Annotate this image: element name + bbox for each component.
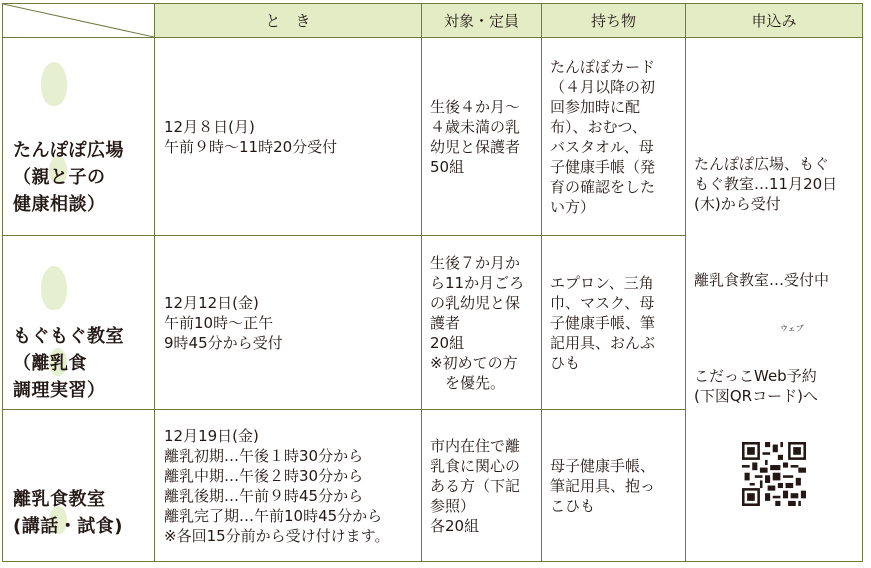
corner-cell: [3, 4, 155, 38]
apply-text-2: 離乳食教室…受付中: [694, 271, 830, 289]
leaf-decoration-icon: [41, 266, 67, 310]
header-taisho: 対象・定員: [422, 4, 542, 38]
row-mochimono: エプロン、三角 巾、マスク、母 子健康手帳、筆 記用具、おんぶ ひも: [542, 236, 686, 410]
row-taisho: 生後７か月か ら11か月ごろ の乳幼児と保 護者 20組 ※初めての方 を優先。: [422, 236, 542, 410]
row-category: [3, 236, 155, 410]
category-label: もぐもぐ教室 （離乳食 調理実習）: [13, 325, 124, 401]
row-toki: 12月12日(金) 午前10時～正午 9時45分から受付: [155, 236, 422, 410]
web-ruby: ウェブ: [780, 324, 804, 333]
category-label: 離乳食教室 (講話・試食): [13, 488, 123, 537]
row-category: [3, 38, 155, 236]
row-mochimono: 母子健康手帳、 筆記用具、抱っ こひも: [542, 410, 686, 562]
qr-code-icon[interactable]: [742, 442, 806, 506]
row-toki: 12月19日(金) 離乳初期…午後１時30分から 離乳中期…午後２時30分から 離乳後期…午前９時45分から 離乳完了期…午前10時45分から ※各回15分前から受け付けます。: [155, 410, 422, 562]
schedule-table: [2, 3, 863, 562]
row-mochimono: たんぽぽカード （４月以降の初 回参加時に配 布）、おむつ、 バスタオル、母 子健康手帳（発 育の確認をした い方）: [542, 38, 686, 236]
apply-cell: [686, 38, 863, 562]
apply-text-1: たんぽぽ広場、もぐ もぐ教室…11月20日 (木)から受付: [694, 155, 838, 213]
header-mochimono: 持ち物: [542, 4, 686, 38]
row-taisho: 市内在住で離 乳食に関心の ある方（下記 参照） 各20組: [422, 410, 542, 562]
category-label: たんぽぽ広場 （親と子の 健康相談）: [13, 139, 124, 215]
row-taisho: 生後４か月～ ４歳未満の乳 幼児と保護者 50組: [422, 38, 542, 236]
row-toki: 12月８日(月) 午前９時～11時20分受付: [155, 38, 422, 236]
table-row: [3, 38, 863, 236]
leaf-decoration-icon: [41, 62, 67, 106]
header-moushikomi: 申込み: [686, 4, 863, 38]
header-row: [3, 4, 863, 38]
row-category: [3, 410, 155, 562]
header-toki: と き: [155, 4, 422, 38]
apply-text-3: こだっこWeb予約 (下図QRコード)へ: [694, 367, 818, 405]
